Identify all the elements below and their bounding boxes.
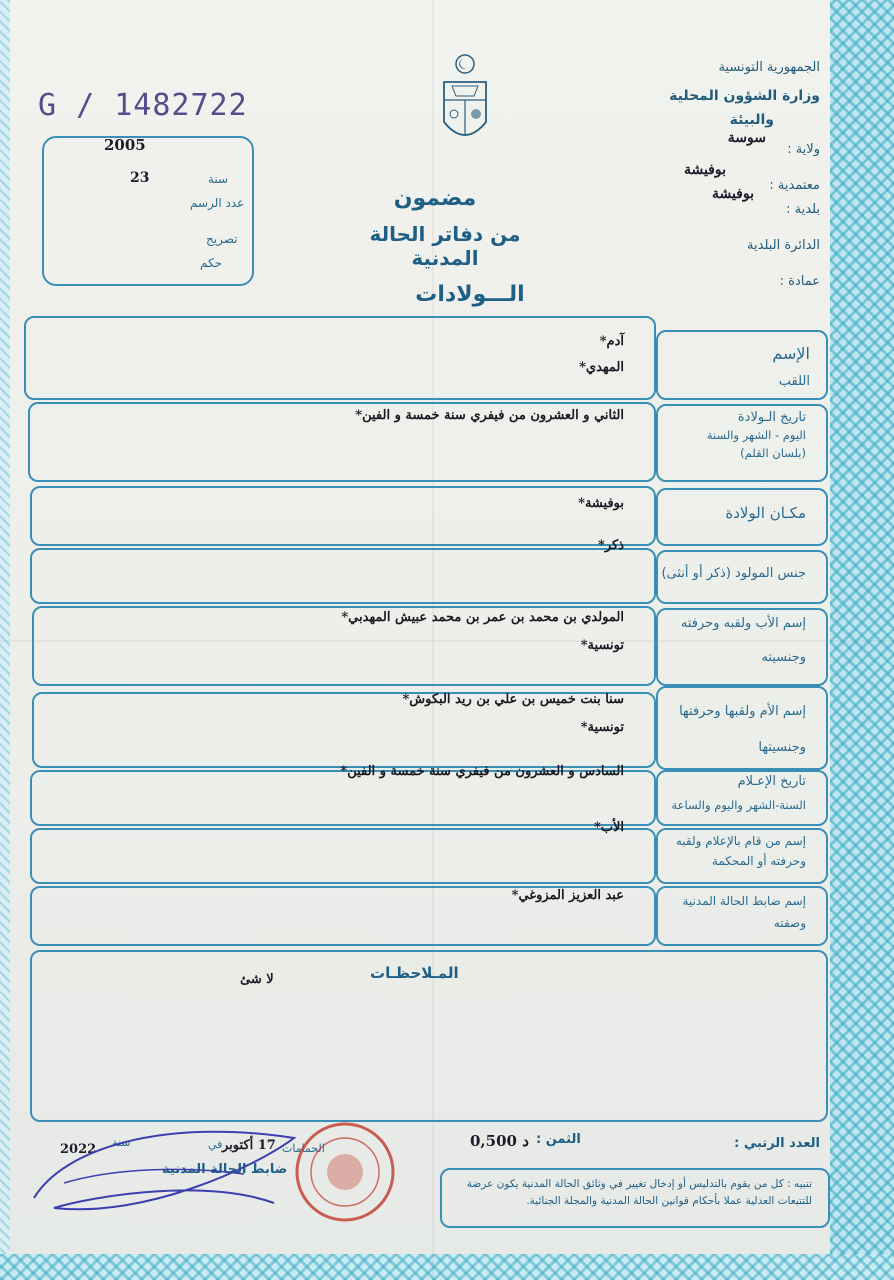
judgment-label: حكم [200, 256, 223, 270]
label-birth-date: تاريخ الـولادة [737, 410, 806, 425]
value-first-name: آدم* [599, 334, 624, 349]
price-value: 0,500 د [470, 1132, 529, 1150]
year-box [42, 136, 254, 286]
omda-label: عمادة : [779, 274, 820, 289]
value-father: المولدي بن محمد بن عمر بن محمد عبيش المهدبي* [341, 610, 624, 625]
issue-date: 17 أكتوبر [222, 1138, 276, 1153]
document-title: مضمون [393, 186, 477, 211]
value-box-declarant [30, 828, 656, 884]
notes-label: المـلاحظـات [370, 964, 459, 982]
municipality-label: بلدية : [786, 202, 820, 217]
price-label: الثمن : [536, 1132, 581, 1147]
declaration-label: تصريح [206, 232, 238, 246]
label-father: إسم الأب ولقبه وحرفته [680, 616, 806, 631]
value-officer: عبد العزيز المزوغي* [511, 888, 624, 903]
ministry-line2: والبيئة [729, 112, 774, 128]
district-label: الدائرة البلدية [747, 238, 820, 253]
value-box-birth-place [30, 486, 656, 546]
delegation-label: معتمدية : [769, 178, 820, 193]
warning-text: تنبيه : كل من يقوم بالتدليس أو إدخال تغيير في وثائق الحالة المدنية يكون عرضة للتتبعات العدلية عملا بأحكام قوانين الحالة المدنية والمجلة الجنائية. [466, 1178, 812, 1207]
value-box-gender [30, 548, 656, 604]
section-title: الـــولادات [415, 282, 525, 307]
republic-name: الجمهورية التونسية [718, 60, 820, 75]
notes-value: لا شئ [240, 972, 274, 987]
wilaya-value: سوسة [727, 130, 766, 146]
label-officer: إسم ضابط الحالة المدنية [682, 894, 806, 908]
year-footer-value: 2022 [60, 1142, 97, 1157]
tunisia-emblem-icon [438, 52, 492, 154]
label-gender: جنس المولود (ذكر أو أنثى) [661, 566, 806, 581]
wilaya-label: ولاية : [787, 142, 820, 157]
serial-number: G / 1482722 [38, 88, 248, 123]
value-last-name: المهدي* [579, 360, 624, 375]
date-prefix: في [208, 1138, 223, 1151]
guilloche-border-bottom [0, 1254, 894, 1280]
record-number: 23 [130, 170, 150, 186]
ministry-line1: وزارة الشؤون المحلية [669, 88, 820, 104]
value-birth-place: بوفيشة* [578, 496, 624, 511]
label-last-name: اللقب [778, 374, 810, 389]
label-father-nationality: وجنسيته [761, 650, 806, 665]
value-declaration-date: السادس و العشرون من فيفري سنة خمسة و الفين* [340, 764, 624, 779]
value-mother: سنا بنت خميس بن علي بن ريد البكوش* [402, 692, 624, 707]
value-gender: ذكر* [598, 538, 624, 553]
label-declaration-date-detail: السنة-الشهر واليوم والساعة [671, 798, 806, 812]
label-birth-date-detail: اليوم - الشهر والسنة [706, 428, 806, 442]
value-box-name [24, 316, 656, 400]
signature-icon [24, 1108, 314, 1236]
value-declarant: الأب* [593, 820, 624, 835]
label-officer-title: وصفته [773, 916, 806, 930]
value-birth-date: الثاني و العشرون من فيفري سنة خمسة و الفين* [355, 408, 624, 423]
delegation-value: بوفيشة [683, 162, 726, 178]
year-label: سنة [208, 172, 229, 186]
label-birth-date-words: (بلسان القلم) [740, 446, 806, 460]
municipality-value: بوفيشة [711, 186, 754, 202]
year-footer-label: سنة [112, 1136, 131, 1149]
value-mother-nationality: تونسية* [580, 720, 624, 735]
label-first-name: الإسم [772, 344, 810, 363]
label-mother-nationality: وجنسيتها [758, 740, 806, 755]
issue-place: الحمامات [282, 1142, 325, 1155]
year-value: 2005 [104, 136, 146, 154]
document-subtitle: من دفاتر الحالة المدنية [369, 222, 521, 270]
record-label: عدد الرسم [190, 196, 245, 210]
label-mother: إسم الأم ولقبها وحرفتها [679, 704, 806, 719]
serial-number-label: العدد الرتبي : [734, 1136, 820, 1151]
officer-footer-label: ضابط الحالة المدنية [162, 1162, 288, 1177]
value-father-nationality: تونسية* [580, 638, 624, 653]
label-birth-place: مكـان الولادة [725, 504, 806, 522]
label-box-mother [656, 686, 828, 770]
label-box-name [656, 330, 828, 400]
label-declaration-date: تاريخ الإعـلام [737, 774, 806, 789]
label-declarant-detail: وحرفته أو المحكمة [711, 854, 806, 868]
label-declarant: إسم من قام بالإعلام ولقبه [675, 834, 806, 848]
